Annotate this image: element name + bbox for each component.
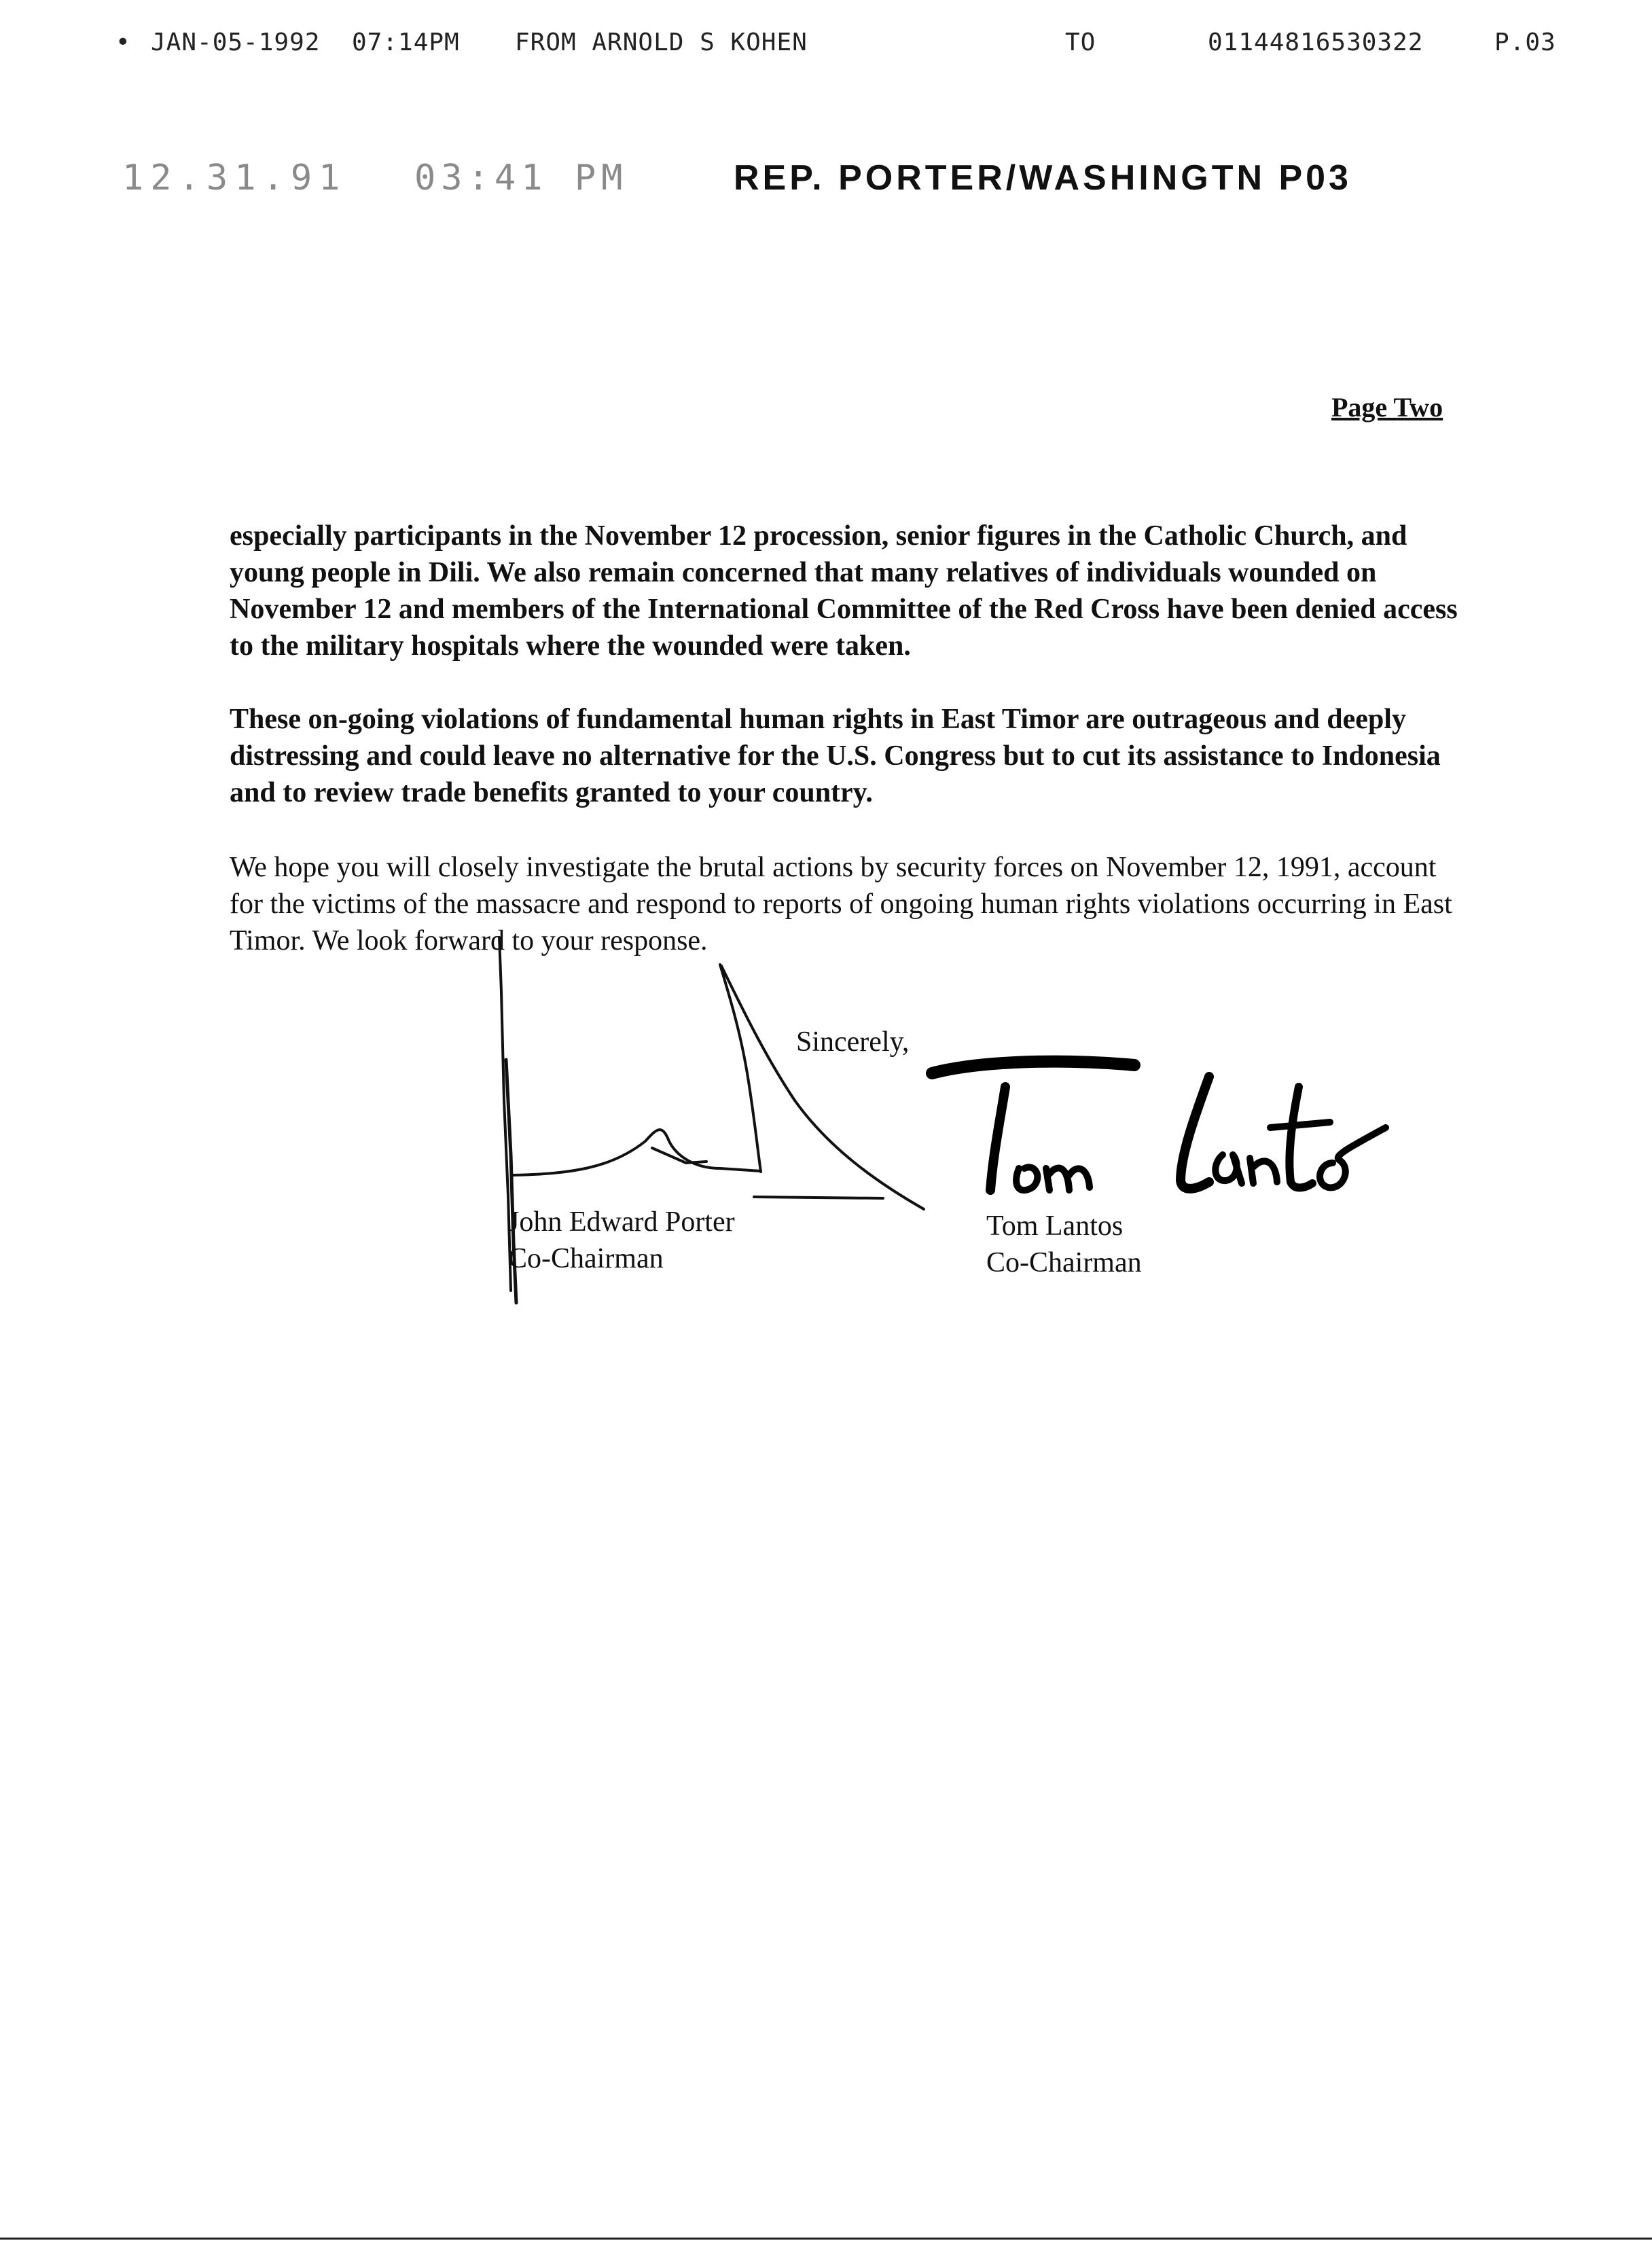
fax-secondary-header xyxy=(122,158,1475,212)
fax2-time: 03:41 PM xyxy=(414,158,628,198)
paragraph-2: These on-going violations of fundamental human rights in East Timor are outrageous and deeply distressing and could leave no alternative for the U.S. Congress but to cut its assistance to Indonesia and to review trade benefits granted to your country. xyxy=(230,704,1441,808)
paragraph-1: especially participants in the November 12 procession, senior figures in the Catholic Church, and young people in Dili. We also remain concerned that many relatives of individuals wounded on November 12 and members of the International Committee of the Red Cross have been denied access to the military hospitals where the wounded were taken. xyxy=(230,520,1458,662)
fax-number: 01144816530322 xyxy=(1208,29,1424,56)
signatory-name: John Edward Porter xyxy=(508,1206,735,1238)
fax2-date: 12.31.91 xyxy=(122,158,347,198)
fax-transmission-header xyxy=(102,29,1577,69)
fax-date: JAN-05-1992 xyxy=(151,29,321,56)
closing: Sincerely, xyxy=(796,1026,910,1058)
signatory-lantos xyxy=(986,1208,1142,1281)
signatory-name: Tom Lantos xyxy=(986,1210,1124,1242)
header-mark: • xyxy=(115,29,131,56)
signatory-title: Co-Chairman xyxy=(508,1243,664,1274)
fax-to-label: TO xyxy=(1065,29,1096,56)
page-bottom-rule xyxy=(0,2238,1652,2240)
signatory-porter xyxy=(508,1204,735,1277)
page-label: Page Two xyxy=(1331,392,1443,423)
signatory-title: Co-Chairman xyxy=(986,1247,1142,1278)
fax-page-number: P.03 xyxy=(1494,29,1556,56)
fax2-sender: REP. PORTER/WASHINGTN P03 xyxy=(734,158,1352,198)
paragraph-3: We hope you will closely investigate the brutal actions by security forces on November 12, 1991, account for the victims of the massacre and respond to reports of ongoing human rights violations occurring in East Timor. We look forward to your response. xyxy=(230,852,1452,956)
fax-time: 07:14PM xyxy=(352,29,460,56)
lantos-signature xyxy=(932,1062,1386,1191)
fax-from: FROM ARNOLD S KOHEN xyxy=(515,29,808,56)
